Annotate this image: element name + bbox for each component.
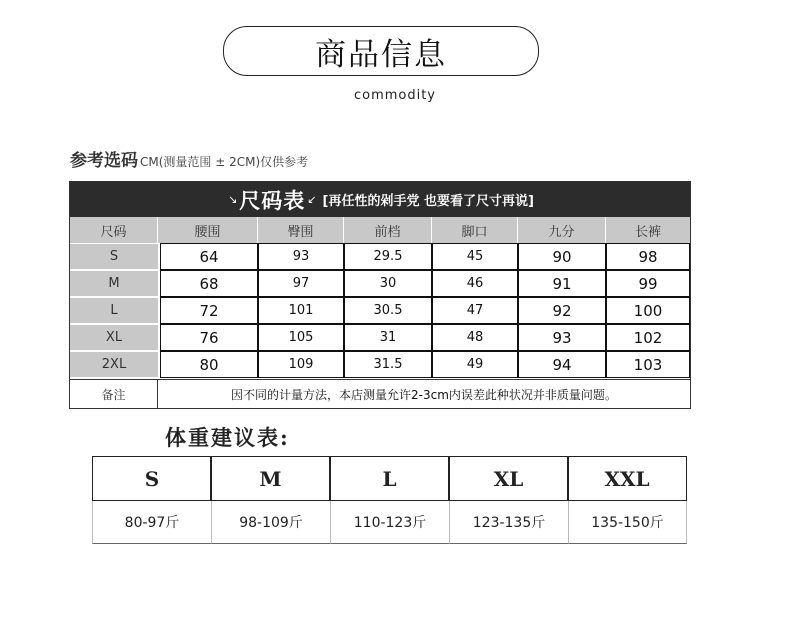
- size-chart-banner: [70, 182, 690, 217]
- column-header: 前档: [344, 217, 432, 243]
- remark-text: 因不同的计量方法，本店测量允许2-3cm内误差此种状况并非质量问题。: [231, 387, 617, 402]
- row-size-label: XL: [70, 324, 158, 350]
- table-cell: 31.5: [344, 351, 432, 378]
- table-cell: 31: [344, 324, 432, 351]
- table-cell: 93: [518, 324, 606, 351]
- table-cell: 30.5: [344, 297, 432, 324]
- size-chart-table: [69, 181, 691, 409]
- table-cell: 46: [432, 270, 518, 297]
- table-cell: 100: [606, 297, 690, 324]
- table-cell: 99: [606, 270, 690, 297]
- table-cell: 45: [432, 243, 518, 270]
- row-size-label: S: [70, 243, 158, 269]
- table-cell: 80: [160, 351, 258, 378]
- row-size-label: M: [70, 270, 158, 296]
- weight-range-cell: 110-123斤: [330, 501, 449, 544]
- table-cell: 93: [258, 243, 344, 270]
- weight-range-cell: 135-150斤: [568, 501, 687, 544]
- size-chart-title: 尺码表: [239, 188, 306, 213]
- weight-size-header: XL: [448, 456, 569, 501]
- table-cell: 48: [432, 324, 518, 351]
- column-header: 九分: [518, 217, 606, 243]
- row-size-label: 2XL: [70, 351, 158, 377]
- column-header: 尺码: [70, 217, 158, 243]
- column-header: 长裤: [606, 217, 690, 243]
- page-title: 商品信息: [223, 26, 539, 76]
- column-header: 腰围: [158, 217, 258, 243]
- weight-chart-table: [92, 456, 687, 544]
- reference-line: [70, 146, 308, 171]
- weight-size-header: XXL: [567, 456, 687, 501]
- spark-left-icon: ↘: [228, 193, 238, 206]
- table-cell: 101: [258, 297, 344, 324]
- table-cell: 105: [258, 324, 344, 351]
- row-size-label: L: [70, 297, 158, 323]
- table-cell: 92: [518, 297, 606, 324]
- column-header: 臀围: [258, 217, 344, 243]
- weight-size-header: L: [329, 456, 450, 501]
- table-cell: 68: [160, 270, 258, 297]
- table-cell: 91: [518, 270, 606, 297]
- spark-right-icon: ↙: [307, 193, 317, 206]
- weight-size-header: M: [210, 456, 331, 501]
- page-subtitle: commodity: [353, 88, 437, 103]
- table-cell: 30: [344, 270, 432, 297]
- table-cell: 29.5: [344, 243, 432, 270]
- table-cell: 97: [258, 270, 344, 297]
- table-cell: 64: [160, 243, 258, 270]
- table-cell: 90: [518, 243, 606, 270]
- table-cell: 103: [606, 351, 690, 378]
- table-cell: 102: [606, 324, 690, 351]
- table-cell: 76: [160, 324, 258, 351]
- reference-note: CM(测量范围 ± 2CM)仅供参考: [140, 155, 309, 169]
- remark-row: [70, 379, 690, 408]
- remark-label: 备注: [70, 380, 158, 408]
- table-cell: 94: [518, 351, 606, 378]
- weight-size-header: S: [92, 456, 212, 501]
- weight-range-cell: 123-135斤: [449, 501, 568, 544]
- table-cell: 47: [432, 297, 518, 324]
- weight-range-cell: 80-97斤: [92, 501, 211, 544]
- table-cell: 109: [258, 351, 344, 378]
- weight-chart-title: 体重建议表:: [165, 425, 290, 450]
- table-cell: 49: [432, 351, 518, 378]
- size-chart-banner-note: [再任性的剁手党 也要看了尺寸再说]: [322, 194, 534, 209]
- reference-label: 参考选码: [70, 151, 138, 171]
- table-cell: 98: [606, 243, 690, 270]
- table-cell: 72: [160, 297, 258, 324]
- weight-range-cell: 98-109斤: [211, 501, 330, 544]
- column-header: 脚口: [432, 217, 518, 243]
